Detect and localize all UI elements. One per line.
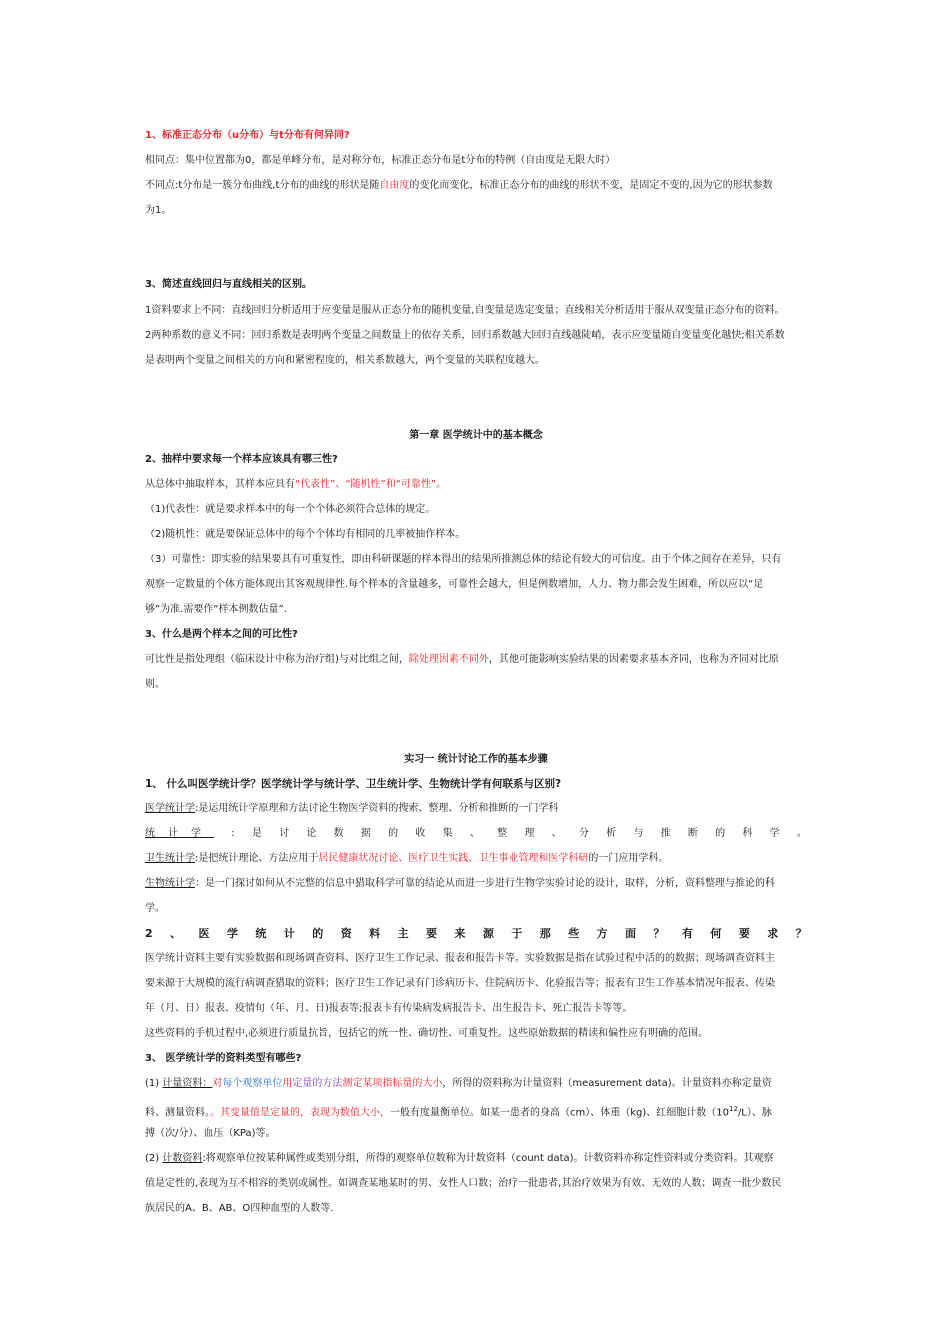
text-run: 从总体中抽取样本，其样本应具有 xyxy=(145,479,295,490)
char: 讨 xyxy=(279,828,290,839)
char: 2 xyxy=(145,927,153,940)
paragraph-line: （3）可靠性：即实验的结果要具有可重复性，即由科研课题的样本得出的结果所推测总体的结论有较大的可信度。由于个体之间存在差异，只有 xyxy=(145,554,782,565)
spread-row xyxy=(145,927,807,941)
term: 计量资料： xyxy=(162,1078,213,1089)
char: 的 xyxy=(312,927,324,940)
char: 、 xyxy=(170,927,182,940)
char: 学 xyxy=(769,828,780,839)
exercise-title: 实习一 统计讨论工作的基本步骤 xyxy=(404,754,548,765)
char: 计 xyxy=(283,927,295,940)
paragraph-line: 搏（次/分）、血压（KPa)等。 xyxy=(145,1128,276,1139)
text-run: 料、测量资料。 xyxy=(145,1107,210,1119)
highlight-text: 自由度 xyxy=(379,180,410,191)
highlight-text: 居民健康状况讨论、医疗卫生实践、卫生事业管理和医学科研 xyxy=(318,853,589,864)
text-run: :将观察单位按某种属性或类别分组，所得的观察单位数称为计数资料（count data)。计数资料亦称定性资料或分类资料。其观察 xyxy=(202,1153,774,1164)
paragraph-line: 2两种系数的意义不同：回归系数是表明两个变量之间数量上的依存关系，回归系数越大回归直线越陡峭，表示应变量随自变量变化越快;相关系数 xyxy=(145,330,785,341)
paragraph-line: 为1。 xyxy=(145,205,172,216)
highlight-text: 除处理因素不同外 xyxy=(408,654,489,665)
char: 要 xyxy=(738,927,750,940)
paragraph-line: 够”为准.需要作“样本例数估量”. xyxy=(145,604,287,615)
paragraph-line: 值是定性的,表现为互不相容的类别或属性。如调查某地某时的男、女性人口数；治疗一批患者,其治疗效果为有效、无效的人数；调查一批少数民 xyxy=(145,1178,782,1189)
text-run: /L）、脉 xyxy=(737,1107,772,1119)
char: 与 xyxy=(633,828,644,839)
paragraph-line: 相同点：集中位置都为0，都是单峰分布，是对称分布，标准正态分布是t分布的特例（自由度是无限大时） xyxy=(145,155,616,166)
term: 计数资料 xyxy=(162,1153,203,1164)
question-heading xyxy=(145,927,807,941)
text-run: 的变化而变化，标准正态分布的曲线的形状不变，是固定不变的,因为它的形状参数 xyxy=(409,180,773,191)
text-run: (1) xyxy=(145,1078,163,1089)
char: 医 xyxy=(198,927,210,940)
term: 生物统计学 xyxy=(145,878,195,889)
question-heading: 3、 医学统计学的资料类型有哪些? xyxy=(145,1053,302,1064)
char: 数 xyxy=(333,828,344,839)
superscript: 12 xyxy=(729,1105,738,1113)
paragraph-line xyxy=(145,179,807,193)
chapter-title: 第一章 医学统计中的基本概念 xyxy=(409,430,543,441)
highlight-text: 用 xyxy=(282,1078,293,1089)
char: 于 xyxy=(511,927,523,940)
char: 、 xyxy=(469,828,480,839)
paragraph-line: 年（月、日）报表、疫情旬（年、月、日)报表等;报表卡有传染病发病报告卡、出生报告卡、死亡报告卡等等。 xyxy=(145,1003,633,1014)
highlight-text: 定量的方法 xyxy=(292,1078,343,1089)
char: 些 xyxy=(568,927,580,940)
colon: : xyxy=(231,828,235,839)
paragraph-line: 族居民的A、B、AB、O四种血型的人数等. xyxy=(145,1203,334,1214)
text-run: 一般有度量衡单位。如某一患者的身高（cm）、体重（kg)、红细胞计数（10 xyxy=(390,1107,730,1119)
char: 求 xyxy=(767,927,779,940)
definition-line xyxy=(145,852,807,866)
paragraph-line xyxy=(145,1102,807,1120)
text-run: ，所得的资料称为计量资料（measurement data)。计量资料亦称定量资 xyxy=(442,1078,772,1089)
char: ？ xyxy=(795,927,807,940)
char: 断 xyxy=(687,828,698,839)
paragraph-line: 1资料要求上不同：直线回归分析适用于应变量是服从正态分布的随机变量,自变量是选定变量；直线相关分析适用于服从双变量正态分布的资料。 xyxy=(145,305,785,316)
char: 集 xyxy=(442,828,453,839)
char: 来 xyxy=(454,927,466,940)
char: 面 xyxy=(625,927,637,940)
definition-line xyxy=(145,827,807,841)
term: 统计学 xyxy=(145,828,214,839)
highlight-text: “代表性”、“随机性”和“可靠性”。 xyxy=(295,479,447,490)
paragraph-line: 则。 xyxy=(145,679,165,690)
question-heading: 2、抽样中要求每一个样本应该具有哪三性? xyxy=(145,454,338,465)
highlight-text: 测定某项指标量的大小 xyxy=(342,1078,443,1089)
char: 有 xyxy=(681,927,693,940)
definition-line xyxy=(145,802,807,816)
paragraph-line: 是表明两个变量之间相关的方向和紧密程度的，相关系数越大，两个变量的关联程度越大。 xyxy=(145,355,545,366)
paragraph-line: 学。 xyxy=(145,903,165,914)
text-run: 可比性是指处理组（临床设计中称为治疗组)与对比组之间， xyxy=(145,654,409,665)
paragraph-line: （2)随机性：就是要保证总体中的每个个体均有相同的几率被抽作样本。 xyxy=(145,529,466,540)
text-run: :是把统计理论、方法应用于 xyxy=(195,853,319,864)
highlight-text: 。其变量值是定量的，表现为数值大小， xyxy=(210,1107,390,1119)
char: 析 xyxy=(606,828,617,839)
text-run: :是运用统计学原理和方法讨论生物医学资料的搜索、整理、分析和推断的一门学科 xyxy=(195,803,559,814)
paragraph-line xyxy=(145,1152,807,1166)
char: 科 xyxy=(742,828,753,839)
char: 收 xyxy=(415,828,426,839)
paragraph-line xyxy=(145,478,807,492)
paragraph-line: （1)代表性：就是要求样本中的每一个个体必须符合总体的规定。 xyxy=(145,504,436,515)
char: 源 xyxy=(482,927,494,940)
char: 是 xyxy=(251,828,262,839)
char: ？ xyxy=(653,927,665,940)
char: 。 xyxy=(796,828,807,839)
question-heading: 3、简述直线回归与直线相关的区别。 xyxy=(145,279,312,290)
char: 的 xyxy=(388,828,399,839)
text-run: 的一门应用学科。 xyxy=(588,853,669,864)
text-run: 不同点:t分布是一簇分布曲线,t分布的曲线的形状是随 xyxy=(145,180,380,191)
char: 料 xyxy=(369,927,381,940)
paragraph-line: 观察一定数量的个体方能体现出其客观规律性.每个样本的含量越多，可靠性会越大，但是例数增加，人力、物力都会发生困难，所以应以“足 xyxy=(145,579,764,590)
char: 何 xyxy=(710,927,722,940)
question-heading: 1、标准正态分布（u分布）与t分布有何异同? xyxy=(145,130,350,141)
question-heading: 3、什么是两个样本之间的可比性? xyxy=(145,629,298,640)
char: 的 xyxy=(715,828,726,839)
char: 方 xyxy=(596,927,608,940)
char: 分 xyxy=(578,828,589,839)
char: 据 xyxy=(360,828,371,839)
paragraph-line: 医学统计资料主要有实验数据和现场调查资料、医疗卫生工作记录、报表和报告卡等。实验数据是指在试验过程中活的的数据；现场调查资料主 xyxy=(145,953,775,964)
char: 主 xyxy=(397,927,409,940)
term: 医学统计学 xyxy=(145,803,195,814)
char: 理 xyxy=(524,828,535,839)
definition-line xyxy=(145,877,807,891)
char: 论 xyxy=(306,828,317,839)
highlight-text: 每个观察单位 xyxy=(222,1078,283,1089)
char: 、 xyxy=(551,828,562,839)
text-run: (2) xyxy=(145,1153,163,1164)
char: 整 xyxy=(497,828,508,839)
char: 统 xyxy=(255,927,267,940)
paragraph-line xyxy=(145,1077,807,1091)
char: 学 xyxy=(226,927,238,940)
term: 卫生统计学 xyxy=(145,853,195,864)
paragraph-line xyxy=(145,653,807,667)
char: 资 xyxy=(340,927,352,940)
char: 那 xyxy=(539,927,551,940)
paragraph-line: 这些资料的手机过程中,必须进行质量抗旨，包括它的统一性、确切性、可重复性。这些原始数据的精读和偏性应有明确的范围。 xyxy=(145,1028,709,1039)
highlight-text: 对 xyxy=(212,1078,223,1089)
char: 推 xyxy=(660,828,671,839)
question-heading: 1、 什么叫医学统计学？医学统计学与统计学、卫生统计学、生物统计学有何联系与区别? xyxy=(145,778,562,790)
text-run: ，其他可能影响实验结果的因素要求基本齐同，也称为齐同对比原 xyxy=(488,654,779,665)
text-run: ：是一门探讨如何从不完整的信息中猎取科学可靠的结论从而进一步进行生物学实验讨论的设计，取样，分析，资料整理与推论的科 xyxy=(195,878,775,889)
paragraph-line: 要来源于大规模的流行病调查猎取的资料；医疗卫生工作记录有门诊病历卡、住院病历卡、化验报告等；报表有卫生工作基本情况年报表、传染 xyxy=(145,978,775,989)
spread-row xyxy=(145,827,807,841)
char: 要 xyxy=(426,927,438,940)
